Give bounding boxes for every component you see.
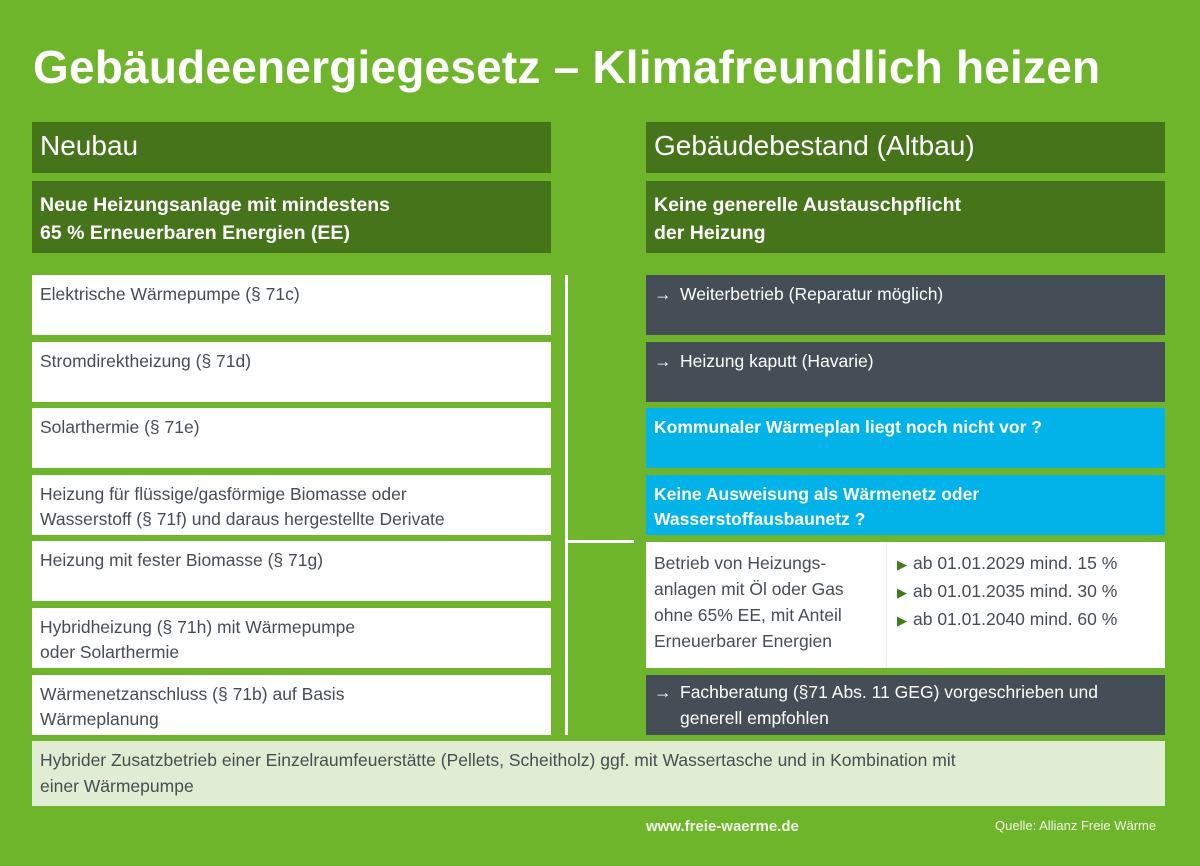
- altbau-weiterbetrieb-text: Weiterbetrieb (Reparatur möglich): [680, 284, 944, 304]
- source-credit: Quelle: Allianz Freie Wärme: [995, 818, 1157, 833]
- arrow-right-icon: →: [654, 284, 672, 304]
- description-line: Erneuerbarer Energien: [654, 631, 833, 651]
- altbau-ee-anteil-table: [646, 542, 1165, 668]
- option-text: Solarthermie (§ 71e): [40, 417, 200, 437]
- arrow-right-icon: →: [654, 682, 672, 702]
- fachberatung-text: [680, 679, 1098, 731]
- altbau-subheading-line2: der Heizung: [654, 222, 766, 244]
- triangle-bullet-icon: ▶: [897, 613, 907, 628]
- milestone-text: ab 01.01.2040 mind. 60 %: [913, 609, 1118, 629]
- option-text: oder Solarthermie: [40, 642, 180, 662]
- fachberatung-line: Fachberatung (§71 Abs. 11 GEG) vorgeschrieben und: [680, 682, 1098, 702]
- question-text: Wasserstoffausbaunetz ?: [654, 509, 866, 529]
- option-text: Wärmenetzanschluss (§ 71b) auf Basis: [40, 684, 345, 704]
- milestone-text: ab 01.01.2029 mind. 15 %: [913, 553, 1118, 573]
- option-text: Wasserstoff (§ 71f) und daraus hergestellte Derivate: [40, 509, 445, 529]
- neubau-subheading: [32, 181, 551, 253]
- option-text: Hybridheizung (§ 71h) mit Wärmepumpe: [40, 617, 356, 637]
- neubau-option-waermepumpe: [32, 275, 551, 335]
- description-line: anlagen mit Öl oder Gas: [654, 579, 844, 599]
- triangle-bullet-icon: ▶: [897, 557, 907, 572]
- question-text: Kommunaler Wärmeplan liegt noch nicht vor ?: [654, 417, 1042, 437]
- neubau-option-solarthermie: [32, 408, 551, 468]
- connector-horizontal-line: [565, 540, 634, 543]
- neubau-option-stromdirektheizung: [32, 342, 551, 402]
- altbau-ausweisung-question: [646, 475, 1165, 535]
- hybrid-zusatzbetrieb-note: [32, 741, 1165, 806]
- neubau-option-waermenetz: [32, 675, 551, 735]
- option-text: Wärmeplanung: [40, 709, 159, 729]
- neubau-option-hybridheizung: [32, 608, 551, 668]
- neubau-subheading-line2: 65 % Erneuerbaren Energien (EE): [40, 222, 350, 244]
- altbau-waermeplan-question: [646, 408, 1165, 468]
- neubau-option-biomasse-wasserstoff: [32, 475, 551, 535]
- neubau-heading: Neubau: [32, 122, 551, 173]
- description-line: ohne 65% EE, mit Anteil: [654, 605, 842, 625]
- question-text: Keine Ausweisung als Wärmenetz oder: [654, 484, 980, 504]
- option-text: Heizung mit fester Biomasse (§ 71g): [40, 550, 324, 570]
- fachberatung-line: generell empfohlen: [680, 708, 829, 728]
- altbau-havarie: [646, 342, 1165, 402]
- option-text: Stromdirektheizung (§ 71d): [40, 351, 252, 371]
- description-line: Betrieb von Heizungs-: [654, 553, 827, 573]
- arrow-right-icon: →: [654, 351, 672, 371]
- note-line: Hybrider Zusatzbetrieb einer Einzelraumfeuerstätte (Pellets, Scheitholz) ggf. mit Wassertasche und in Kombination mit: [40, 750, 956, 770]
- altbau-weiterbetrieb: [646, 275, 1165, 335]
- triangle-bullet-icon: ▶: [897, 585, 907, 600]
- altbau-heading: Gebäudebestand (Altbau): [646, 122, 1165, 173]
- connector-vertical-line: [565, 275, 568, 735]
- ee-anteil-description: [646, 542, 887, 668]
- altbau-subheading: [646, 181, 1165, 253]
- milestone-text: ab 01.01.2035 mind. 30 %: [913, 581, 1118, 601]
- milestone-2029: [897, 550, 1117, 578]
- milestone-2035: [897, 578, 1117, 606]
- option-text: Heizung für flüssige/gasförmige Biomasse oder: [40, 484, 407, 504]
- altbau-havarie-text: Heizung kaputt (Havarie): [680, 351, 874, 371]
- altbau-fachberatung: [646, 675, 1165, 735]
- milestone-2040: [897, 606, 1117, 634]
- neubau-option-feste-biomasse: [32, 541, 551, 601]
- website-url: www.freie-waerme.de: [646, 818, 799, 835]
- altbau-subheading-line1: Keine generelle Austauschpflicht: [654, 194, 962, 216]
- option-text: Elektrische Wärmepumpe (§ 71c): [40, 284, 300, 304]
- neubau-subheading-line1: Neue Heizungsanlage mit mindestens: [40, 194, 391, 216]
- note-line: einer Wärmepumpe: [40, 776, 194, 796]
- page-title: Gebäudeenergiegesetz – Klimafreundlich heizen: [33, 41, 1101, 93]
- ee-anteil-milestones: [887, 542, 1127, 668]
